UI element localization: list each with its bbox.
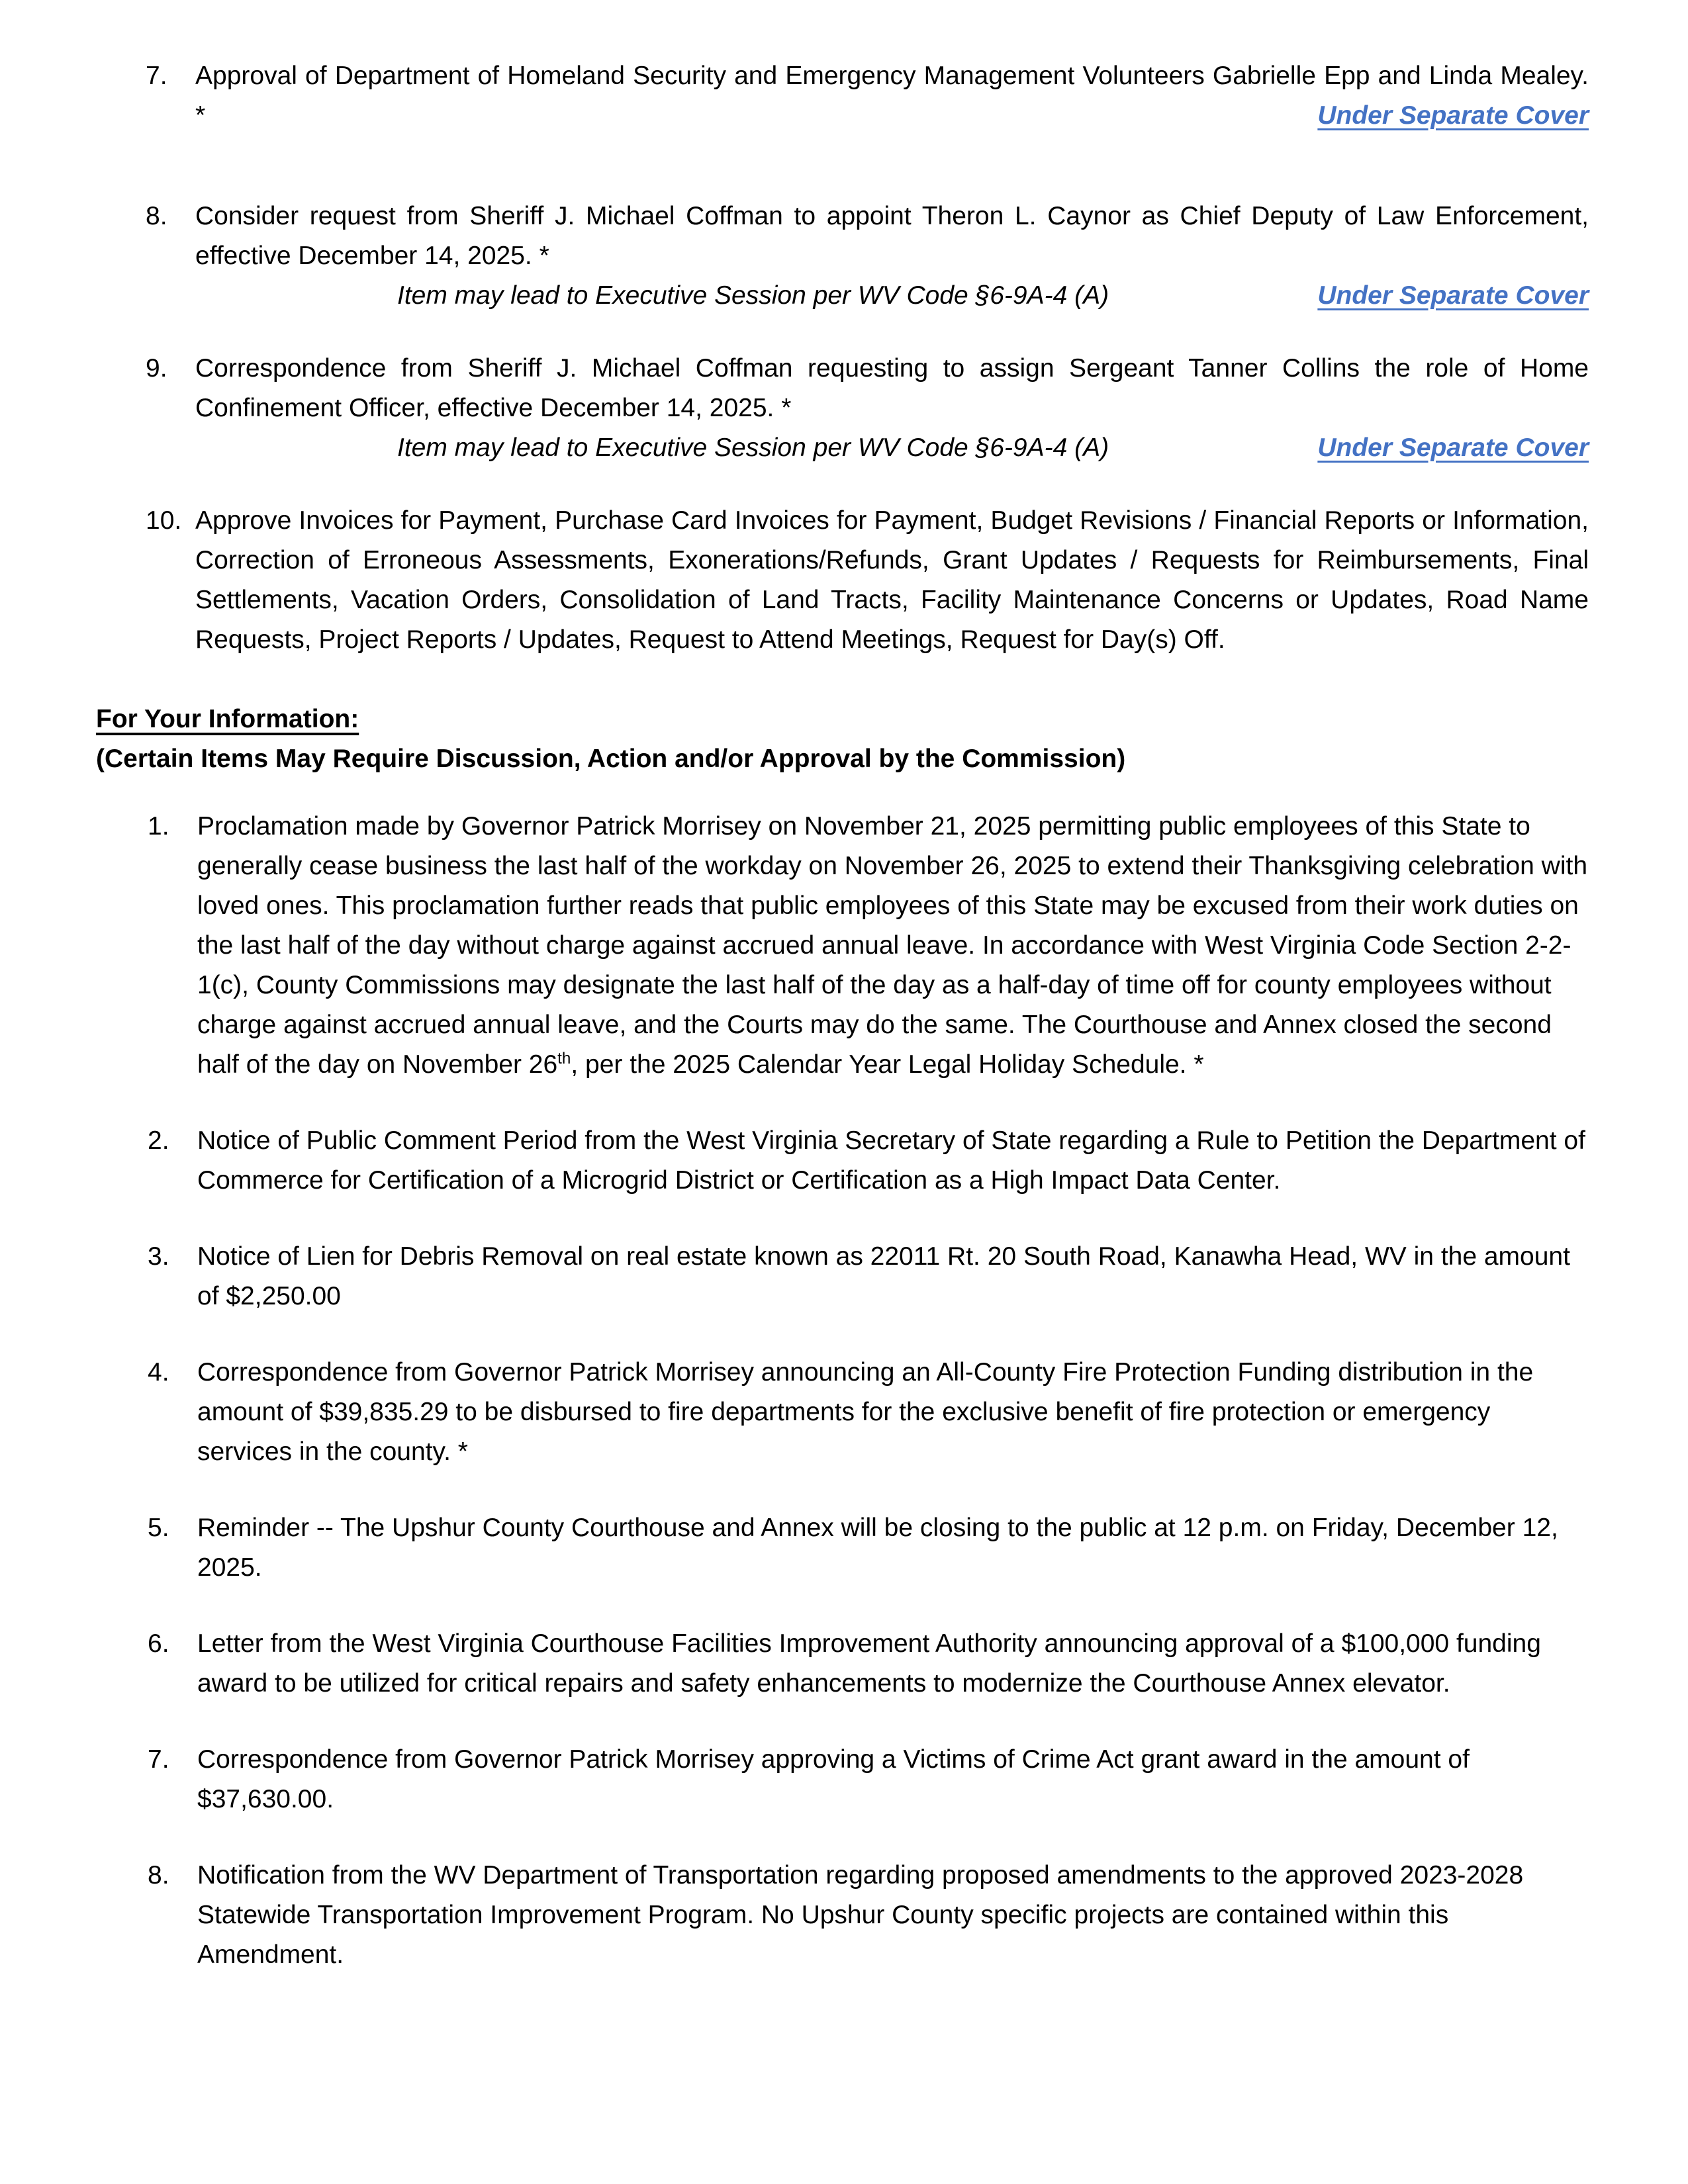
fyi-item-text: Notice of Public Comment Period from the West Virginia Secretary of State regarding a Rule to Petition the Department of Commerce for Certification of a Microgrid District or Certification as a High Impact Data Center. [197,1126,1585,1195]
under-separate-cover-link[interactable]: Under Separate Cover [1317,101,1589,130]
agenda-item-7 [96,56,1589,136]
fyi-item-number: 5. [148,1514,169,1542]
agenda-item-subline [195,276,1589,316]
fyi-item-2 [96,1121,1589,1201]
agenda-item-text: Consider request from Sheriff J. Michael Coffman to appoint Theron L. Caynor as Chief Deputy of Law Enforcement, effective December 14, 2025. * [195,202,1589,270]
fyi-section [96,700,1589,1975]
under-separate-cover-link[interactable]: Under Separate Cover [1317,281,1589,310]
fyi-item-number: 2. [148,1126,169,1155]
fyi-item-text: Notice of Lien for Debris Removal on real estate known as 22011 Rt. 20 South Road, Kanawha Head, WV in the amount of $2,250.00 [197,1242,1570,1310]
fyi-item-text: Proclamation made by Governor Patrick Morrisey on November 21, 2025 permitting public employees of this State to generally cease business the last half of the workday on November 26, 2025 to extend their Thanksgiving celebration with loved ones. This proclamation further reads that public employees of this State may be excused from their work duties on the last half of the day without charge against accrued annual leave. In accordance with West Virginia Code Section 2-2-1(c), County Commissions may designate the last half of the day as a half-day of time off for county employees without charge against accrued annual leave, and the Courts may do the same. The Courthouse and Annex closed the second half of the day on November 26th, per the 2025 Calendar Year Legal Holiday Schedule. * [197,812,1588,1079]
fyi-item-7 [96,1740,1589,1819]
agenda-item-8 [96,197,1589,316]
agenda-item-text: Correspondence from Sheriff J. Michael Coffman requesting to assign Sergeant Tanner Collins the role of Home Confinement Officer, effective December 14, 2025. * [195,354,1589,422]
fyi-item-6 [96,1624,1589,1704]
fyi-item-text: Correspondence from Governor Patrick Morrisey approving a Victims of Crime Act grant award in the amount of $37,630.00. [197,1745,1470,1813]
fyi-item-1 [96,807,1589,1085]
agenda-item-number: 9. [146,354,167,383]
fyi-item-list [96,807,1589,1975]
agenda-item-list [96,56,1589,660]
fyi-item-number: 6. [148,1629,169,1658]
fyi-item-number: 3. [148,1242,169,1271]
fyi-item-4 [96,1353,1589,1472]
agenda-item-text: Approve Invoices for Payment, Purchase Card Invoices for Payment, Budget Revisions / Financial Reports or Information, Correction of Erroneous Assessments, Exonerations/Refunds, Grant Updates / Requests for Reimbursements, Final Settlements, Vacation Orders, Consolidation of Land Tracts, Facility Maintenance Concerns or Updates, Road Name Requests, Project Reports / Updates, Request to Attend Meetings, Request for Day(s) Off. [195,506,1589,654]
agenda-item-body [195,56,1589,136]
fyi-item-number: 8. [148,1861,169,1889]
fyi-item-number: 7. [148,1745,169,1774]
agenda-item-body [195,197,1589,316]
fyi-item-number: 1. [148,812,169,841]
agenda-item-10 [96,501,1589,660]
fyi-item-text: Correspondence from Governor Patrick Morrisey announcing an All-County Fire Protection Funding distribution in the amount of $39,835.29 to be disbursed to fire departments for the exclusive benefit of fire protection or emergency services in the county. * [197,1358,1534,1466]
agenda-item-number: 8. [146,202,167,230]
fyi-item-8 [96,1856,1589,1975]
fyi-item-5 [96,1508,1589,1588]
agenda-item-9 [96,349,1589,468]
agenda-item-number: 7. [146,62,167,90]
fyi-item-3 [96,1237,1589,1316]
fyi-item-text: Notification from the WV Department of Transportation regarding proposed amendments to the approved 2023-2028 Statewide Transportation Improvement Program. No Upshur County specific projects are contained within this Amendment. [197,1861,1524,1969]
fyi-item-text: Reminder -- The Upshur County Courthouse and Annex will be closing to the public at 12 p.m. on Friday, December 12, 2025. [197,1514,1558,1582]
fyi-subheading: (Certain Items May Require Discussion, Action and/or Approval by the Commission) [96,745,1126,773]
agenda-item-subline [195,428,1589,468]
fyi-heading: For Your Information: [96,705,359,733]
fyi-item-number: 4. [148,1358,169,1387]
under-separate-cover-link[interactable]: Under Separate Cover [1317,433,1589,462]
fyi-item-text: Letter from the West Virginia Courthouse Facilities Improvement Authority announcing approval of a $100,000 funding award to be utilized for critical repairs and safety enhancements to modernize the Courthouse Annex elevator. [197,1629,1541,1698]
executive-session-note: Item may lead to Executive Session per WV Code §6-9A-4 (A) [397,281,1109,310]
agenda-item-text: Approval of Department of Homeland Security and Emergency Management Volunteers Gabrielle Epp and Linda Mealey. * [195,62,1589,130]
agenda-item-body [195,501,1589,660]
agenda-item-number: 10. [146,506,182,535]
executive-session-note: Item may lead to Executive Session per WV Code §6-9A-4 (A) [397,433,1109,462]
agenda-item-body [195,349,1589,468]
